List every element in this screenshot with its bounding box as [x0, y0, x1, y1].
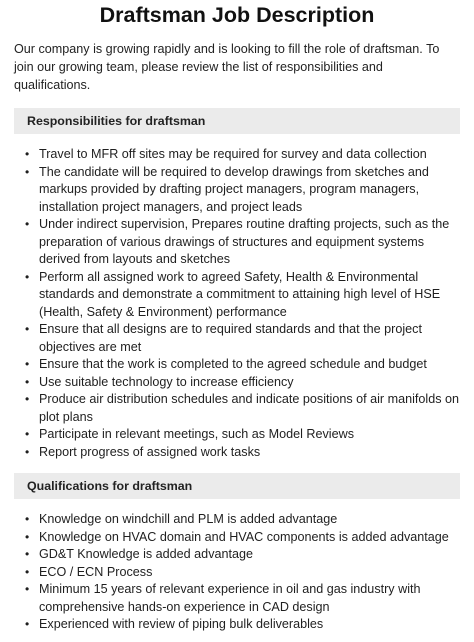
list-item — [25, 581, 460, 616]
list-item-text: GD&T Knowledge is added advantage — [39, 547, 254, 561]
list-item-text: The candidate will be required to develop drawings from sketches and markups provided by drafting project managers, program managers, installation project managers, and project leads — [39, 164, 429, 214]
list-item-text: Ensure that all designs are to required standards and that the project objectives are met — [39, 322, 422, 354]
bullet-icon: • — [25, 322, 30, 336]
bullet-icon: • — [25, 269, 30, 284]
list-item-text: Participate in relevant meetings, such as Model Reviews — [39, 427, 354, 441]
list-item-text: ECO / ECN Process — [39, 564, 153, 579]
bullet-icon: • — [25, 357, 30, 371]
list-item-text: Under indirect supervision, Prepares routine drafting projects, such as the preparation of various drawings of structures and equipment systems derived from layouts and sketches — [39, 217, 450, 266]
list-item — [25, 444, 460, 462]
list-item-text: Minimum 15 years of relevant experience in oil and gas industry with comprehensive hands-on experience in CAD design — [39, 582, 421, 614]
list-item-text: Use suitable technology to increase efficiency — [39, 374, 294, 389]
bullet-icon: • — [25, 512, 30, 526]
bullet-icon: • — [25, 547, 30, 561]
list-item — [25, 616, 460, 634]
qualifications-list — [14, 511, 460, 634]
list-item-text: Knowledge on windchill and PLM is added advantage — [39, 512, 338, 526]
bullet-icon: • — [25, 617, 30, 631]
list-item — [25, 529, 460, 547]
list-item-text: Report progress of assigned work tasks — [39, 444, 261, 459]
list-item-text: Knowledge on HVAC domain and HVAC components is added advantage — [39, 529, 449, 544]
bullet-icon: • — [25, 392, 30, 406]
list-item-text: Travel to MFR off sites may be required for survey and data collection — [39, 147, 427, 161]
list-item — [25, 391, 460, 426]
intro-paragraph: Our company is growing rapidly and is looking to fill the role of draftsman. To join our growing team, please review the list of responsibilities and qualifications. — [14, 42, 440, 92]
list-item — [25, 564, 460, 582]
list-item — [25, 146, 460, 164]
bullet-icon: • — [25, 164, 30, 179]
list-item-text: Experienced with review of piping bulk deliverables — [39, 617, 324, 631]
qualifications-header: Qualifications for draftsman — [14, 473, 460, 499]
bullet-icon: • — [25, 147, 30, 161]
bullet-icon: • — [25, 582, 30, 596]
list-item — [25, 269, 460, 322]
page-title: Draftsman Job Description — [99, 3, 375, 27]
list-item — [25, 216, 460, 269]
bullet-icon: • — [25, 444, 30, 459]
bullet-icon: • — [25, 374, 30, 389]
list-item-text: Ensure that the work is completed to the agreed schedule and budget — [39, 357, 427, 371]
list-item — [25, 511, 460, 529]
list-item — [25, 164, 460, 217]
responsibilities-header: Responsibilities for draftsman — [14, 108, 460, 134]
list-item — [25, 426, 460, 444]
list-item — [25, 356, 460, 374]
list-item-text: Perform all assigned work to agreed Safety, Health & Environmental standards and demonstrate a commitment to attaining high level of HSE (Health, Safety & Environment) performance — [39, 269, 441, 319]
list-item-text: Produce air distribution schedules and indicate positions of air manifolds on plot plans — [39, 392, 460, 424]
list-item — [25, 374, 460, 392]
bullet-icon: • — [25, 217, 30, 231]
bullet-icon: • — [25, 427, 30, 441]
bullet-icon: • — [25, 529, 30, 544]
list-item — [25, 321, 460, 356]
bullet-icon: • — [25, 564, 30, 579]
responsibilities-list — [14, 146, 460, 461]
list-item — [25, 546, 460, 564]
